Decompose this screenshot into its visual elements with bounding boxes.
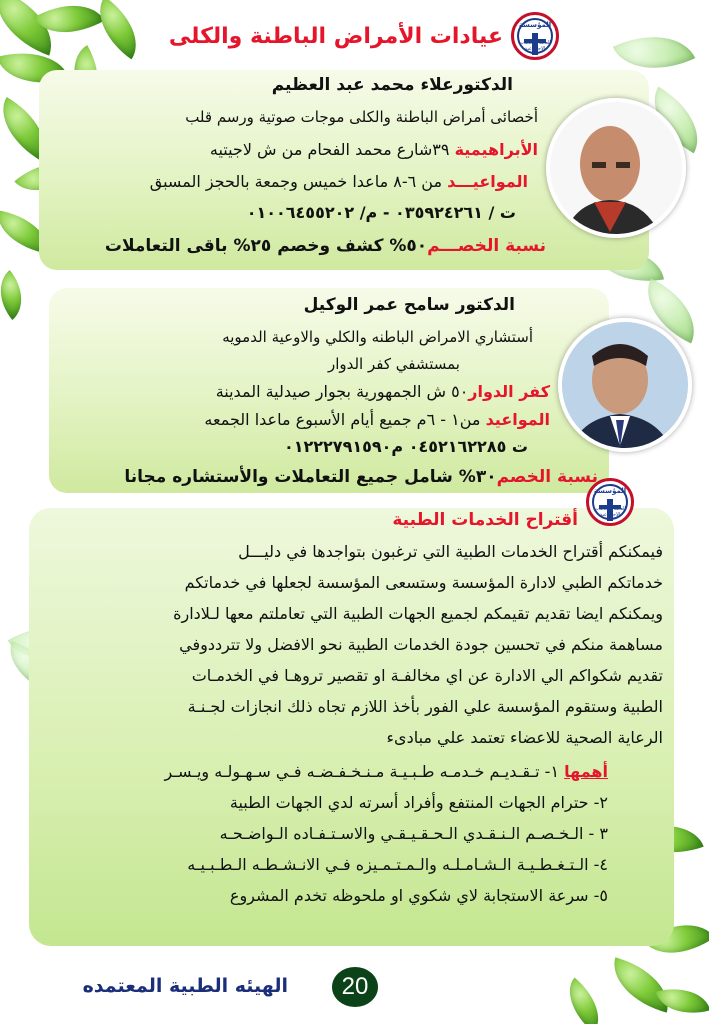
leaf-decoration — [556, 977, 614, 1024]
address-label: الأبراهيمية — [455, 140, 539, 159]
paragraph-line: ويمكنكم ايضا تقديم تقيمكم لجميع الجهات الطبية التي تعاملتم معها لـلادارة — [174, 604, 664, 623]
leaf-decoration — [657, 979, 709, 1022]
doctor1-phone: ت / ٠٣٥٩٢٤٢٦١ - م/ ٠١٠٠٦٤٥٥٢٠٢ — [247, 203, 517, 222]
doctor1-discount: ٥٠% كشف وخصم ٢٥% باقى التعاملات — [105, 236, 429, 256]
principles-label: أهمها — [565, 762, 609, 781]
foundation-logo: المؤسسة العامة للخدمات الاجتماعية — [587, 478, 635, 526]
doctor1-address-line — [211, 140, 539, 159]
doctor2-name: الدكتور سامح عمر الوكيل — [304, 295, 516, 315]
paragraph-line: مساهمة منكم في تحسين جودة الخدمات الطبية نحو الافضل ولا تترددوفي — [180, 635, 664, 654]
doctor2-specialty: أستشاري الامراض الباطنه والكلي والاوعية الدمويه — [223, 328, 534, 346]
doctor2-address-line — [217, 382, 551, 401]
person-portrait-icon — [559, 322, 689, 452]
list-item: ٤- الـتـغـطـيـة الـشـامـلـه والـمـتـمـيزه فـي الانـشـطـه الـطـبـيـه — [188, 855, 609, 874]
foundation-logo: المؤسسة العامة للخدمات الاجتماعية — [512, 12, 560, 60]
discount-label: نسبة الخصـــم — [428, 236, 547, 256]
doctor2-workplace: بمستشفي كفر الدوار — [328, 355, 461, 373]
list-item: ٣ - الـخـصـم الـنـقـدي الـحـقـيـقـي والاسـتـفـاده الـواضـحـه — [220, 824, 609, 843]
doctor2-address: ٥٠ ش الجمهورية بجوار صيدلية المدينة — [216, 382, 470, 401]
paragraph-line: الطبية وستقوم المؤسسة علي الفور بأخذ اللازم تجاه ذلك انجازات لجـنـة — [188, 697, 664, 716]
doctor2-phone: ت ٠٤٥٢١٦٢٢٨٥ م٠١٢٢٢٧٩١٥٩٠ — [284, 437, 529, 456]
list-item: ٥- سرعة الاستجابة لاي شكوي او ملحوظه تخدم المشروع — [230, 886, 609, 905]
doctor2-photo — [559, 318, 693, 452]
paragraph-line: الرعاية الصحية للاعضاء تعتمد علي مبادىء — [387, 728, 664, 747]
doctor1-address: ٣٩شارع محمد الفحام من ش لاجيتيه — [210, 140, 451, 159]
footer-authority: الهيئه الطبية المعتمده — [83, 975, 289, 997]
paragraph-line: خدماتكم الطبي لادارة المؤسسة وستسعى المؤسسة لجعلها في خدماتكم — [185, 573, 664, 592]
section-title: أقتراح الخدمات الطبية — [393, 510, 579, 530]
doctor1-hours: من ٦-٨ ماعدا خميس وجمعة بالحجز المسبق — [150, 172, 444, 191]
doctor2-hours-line — [205, 410, 551, 429]
principle-text: ١- تـقـديـم خـدمـه طـبـيـة مـنـخـفـضـه فـي سـهـولـه ويـسـر — [165, 762, 561, 781]
leaf-decoration — [85, 0, 153, 59]
person-portrait-icon — [547, 102, 683, 238]
doctor1-name: الدكتورعلاء محمد عبد العظيم — [272, 75, 514, 95]
doctor1-discount-line — [106, 236, 547, 256]
address-label: كفر الدوار — [469, 382, 551, 401]
doctor1-specialty: أخصائى أمراض الباطنة والكلى موجات صوتية ورسم قلب — [186, 108, 539, 126]
discount-label: نسبة الخصم — [497, 467, 599, 487]
doctor1-photo — [547, 98, 687, 238]
hours-label: المواعيد — [486, 410, 551, 429]
paragraph-line: فيمكنكم أقتراح الخدمات الطبية التي ترغبون بتواجدها في دليـــل — [239, 542, 664, 561]
leaf-decoration — [0, 270, 36, 320]
paragraph-line: تقديم شكواكم الي الادارة عن اي مخالفـة او تقصير تروهـا في الخدمـات — [192, 666, 664, 685]
list-item — [166, 762, 610, 781]
hours-label: المواعيـــد — [448, 172, 529, 191]
section-title: عيادات الأمراض الباطنة والكلى — [169, 24, 504, 49]
doctor2-hours: من١ - ٦م جميع أيام الأسبوع ماعدا الجمعه — [205, 410, 482, 429]
list-item: ٢- حترام الجهات المنتفع وأفراد أسرته لدي الجهات الطبية — [230, 793, 609, 812]
page-number: 20 — [333, 967, 379, 1007]
doctor2-discount: ٣٠% شامل جميع التعاملات والأستشاره مجانا — [125, 467, 498, 487]
doctor1-hours-line — [151, 172, 529, 191]
doctor2-discount-line — [125, 467, 599, 487]
